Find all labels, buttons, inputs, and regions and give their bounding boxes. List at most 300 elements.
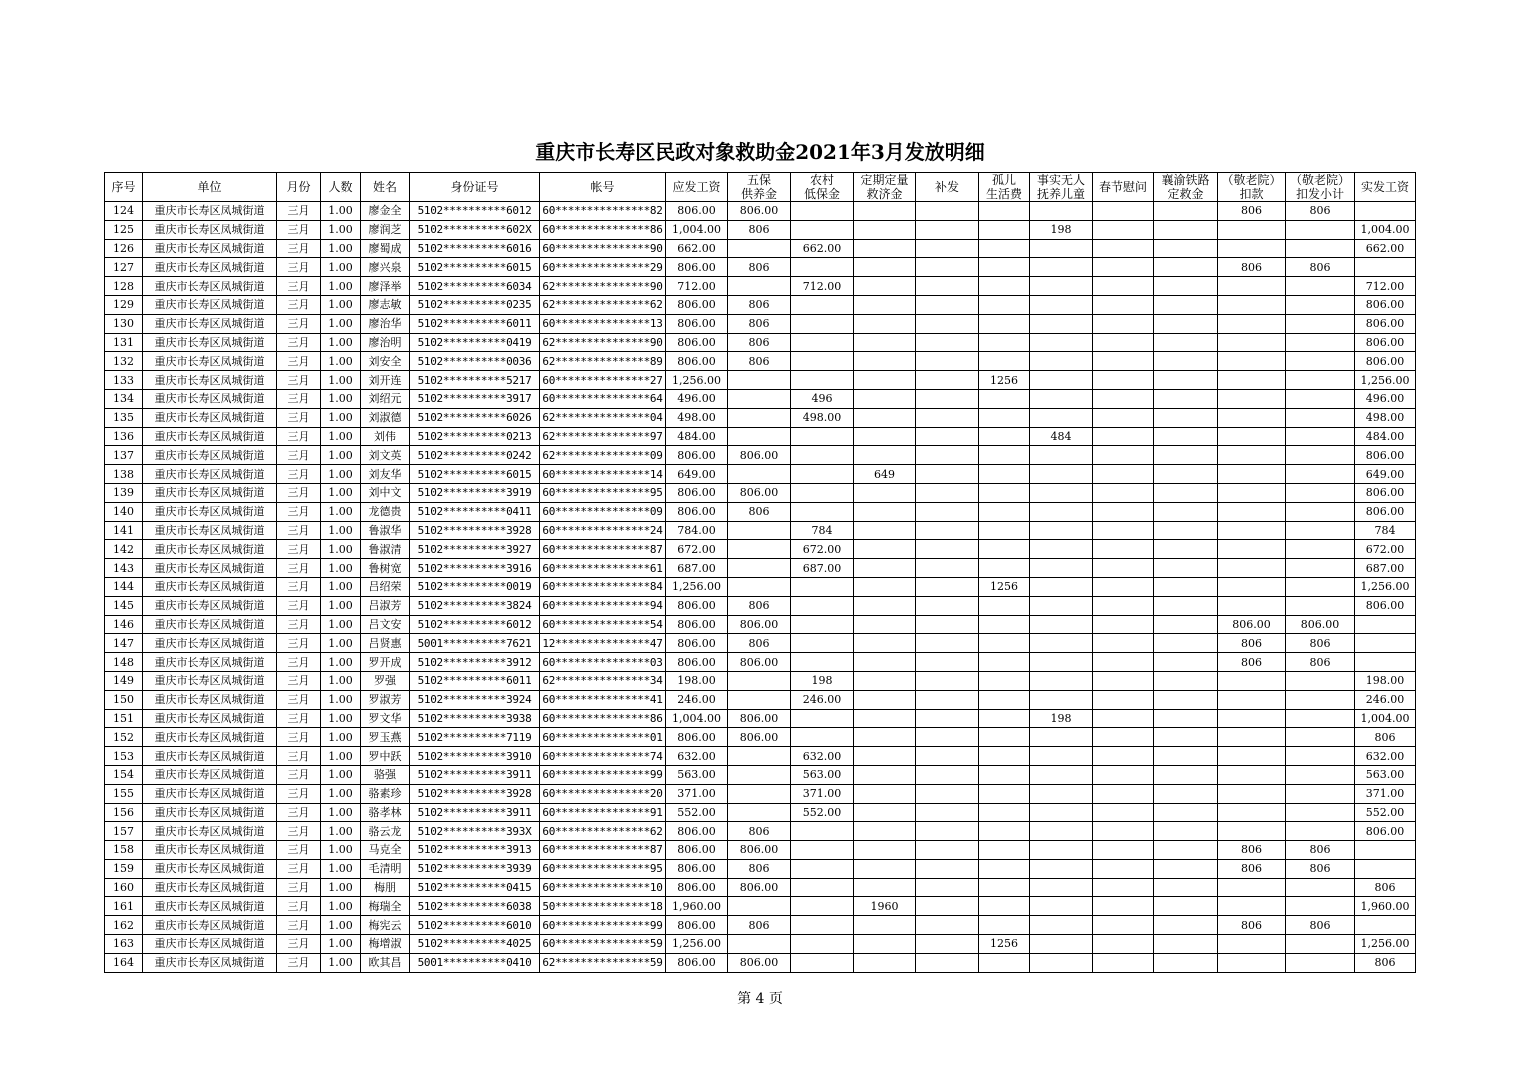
cell-id-number: 5102**********3939 xyxy=(410,859,540,878)
cell-nursing-deduction xyxy=(1218,521,1286,540)
cell-net-pay: 649.00 xyxy=(1355,465,1416,484)
cell-unsupported-children xyxy=(1030,615,1093,634)
cell-back-pay xyxy=(916,408,979,427)
cell-fixed-relief xyxy=(854,953,916,972)
cell-seq: 148 xyxy=(105,653,143,672)
cell-nursing-deduction-subtotal xyxy=(1286,295,1355,314)
cell-fixed-relief xyxy=(854,690,916,709)
cell-back-pay xyxy=(916,465,979,484)
cell-gross-pay: 484.00 xyxy=(666,427,728,446)
cell-back-pay xyxy=(916,747,979,766)
cell-nursing-deduction-subtotal xyxy=(1286,709,1355,728)
cell-count: 1.00 xyxy=(321,709,361,728)
cell-name: 骆孝林 xyxy=(361,803,410,822)
cell-count: 1.00 xyxy=(321,634,361,653)
cell-unit: 重庆市长寿区凤城街道 xyxy=(143,483,277,502)
cell-five-guarantee xyxy=(728,427,791,446)
cell-count: 1.00 xyxy=(321,408,361,427)
cell-account: 60***************87 xyxy=(540,841,666,860)
cell-unit: 重庆市长寿区凤城街道 xyxy=(143,314,277,333)
cell-rural-subsidy: 563.00 xyxy=(791,765,854,784)
cell-gross-pay: 784.00 xyxy=(666,521,728,540)
cell-fixed-relief xyxy=(854,239,916,258)
cell-unsupported-children xyxy=(1030,916,1093,935)
cell-unsupported-children xyxy=(1030,859,1093,878)
cell-count: 1.00 xyxy=(321,559,361,578)
cell-nursing-deduction-subtotal xyxy=(1286,333,1355,352)
cell-nursing-deduction-subtotal: 806 xyxy=(1286,841,1355,860)
cell-count: 1.00 xyxy=(321,465,361,484)
cell-gross-pay: 672.00 xyxy=(666,540,728,559)
cell-account: 60***************59 xyxy=(540,935,666,954)
table-row xyxy=(105,389,1416,408)
cell-id-number: 5102**********3919 xyxy=(410,483,540,502)
cell-id-number: 5102**********6026 xyxy=(410,408,540,427)
cell-name: 骆云龙 xyxy=(361,822,410,841)
cell-orphan-allowance xyxy=(979,239,1030,258)
cell-id-number: 5102**********6010 xyxy=(410,916,540,935)
cell-net-pay: 687.00 xyxy=(1355,559,1416,578)
cell-fixed-relief xyxy=(854,408,916,427)
cell-net-pay: 1,004.00 xyxy=(1355,220,1416,239)
cell-seq: 136 xyxy=(105,427,143,446)
cell-five-guarantee: 806.00 xyxy=(728,202,791,221)
cell-id-number: 5102**********6011 xyxy=(410,314,540,333)
cell-account: 60***************10 xyxy=(540,878,666,897)
cell-unit: 重庆市长寿区凤城街道 xyxy=(143,521,277,540)
cell-name: 罗玉燕 xyxy=(361,728,410,747)
cell-back-pay xyxy=(916,765,979,784)
cell-spring-festival xyxy=(1093,728,1154,747)
cell-gross-pay: 806.00 xyxy=(666,352,728,371)
cell-rural-subsidy xyxy=(791,859,854,878)
cell-month: 三月 xyxy=(277,333,321,352)
cell-account: 60***************87 xyxy=(540,540,666,559)
cell-month: 三月 xyxy=(277,239,321,258)
cell-net-pay: 784 xyxy=(1355,521,1416,540)
cell-seq: 146 xyxy=(105,615,143,634)
header-railway-relief xyxy=(1154,173,1218,202)
header-unsupported-children xyxy=(1030,173,1093,202)
cell-id-number: 5102**********0242 xyxy=(410,446,540,465)
header-railway-relief-line: 襄渝铁路 xyxy=(1161,173,1210,187)
cell-nursing-deduction xyxy=(1218,540,1286,559)
cell-railway-relief xyxy=(1154,841,1218,860)
cell-nursing-deduction xyxy=(1218,220,1286,239)
cell-fixed-relief xyxy=(854,258,916,277)
cell-orphan-allowance xyxy=(979,333,1030,352)
cell-gross-pay: 632.00 xyxy=(666,747,728,766)
cell-gross-pay: 806.00 xyxy=(666,634,728,653)
header-account xyxy=(540,173,666,202)
cell-gross-pay: 806.00 xyxy=(666,202,728,221)
cell-five-guarantee: 806.00 xyxy=(728,878,791,897)
cell-count: 1.00 xyxy=(321,803,361,822)
cell-spring-festival xyxy=(1093,897,1154,916)
cell-railway-relief xyxy=(1154,577,1218,596)
cell-seq: 147 xyxy=(105,634,143,653)
cell-nursing-deduction xyxy=(1218,371,1286,390)
cell-seq: 124 xyxy=(105,202,143,221)
header-count-line: 人数 xyxy=(328,180,353,194)
cell-net-pay: 806.00 xyxy=(1355,314,1416,333)
cell-unsupported-children xyxy=(1030,559,1093,578)
cell-unsupported-children xyxy=(1030,596,1093,615)
cell-spring-festival xyxy=(1093,765,1154,784)
header-spring-festival-line: 春节慰问 xyxy=(1098,180,1147,194)
cell-unsupported-children xyxy=(1030,897,1093,916)
cell-name: 廖兴泉 xyxy=(361,258,410,277)
cell-five-guarantee: 806 xyxy=(728,220,791,239)
cell-nursing-deduction-subtotal xyxy=(1286,446,1355,465)
cell-nursing-deduction xyxy=(1218,577,1286,596)
table-row xyxy=(105,859,1416,878)
cell-fixed-relief xyxy=(854,709,916,728)
cell-account: 62***************09 xyxy=(540,446,666,465)
table-row xyxy=(105,258,1416,277)
cell-seq: 127 xyxy=(105,258,143,277)
cell-nursing-deduction: 806 xyxy=(1218,841,1286,860)
cell-back-pay xyxy=(916,371,979,390)
cell-unit: 重庆市长寿区凤城街道 xyxy=(143,540,277,559)
cell-nursing-deduction-subtotal: 806 xyxy=(1286,258,1355,277)
cell-five-guarantee xyxy=(728,803,791,822)
cell-railway-relief xyxy=(1154,239,1218,258)
cell-gross-pay: 687.00 xyxy=(666,559,728,578)
cell-nursing-deduction-subtotal xyxy=(1286,953,1355,972)
cell-account: 60***************41 xyxy=(540,690,666,709)
cell-account: 62***************04 xyxy=(540,408,666,427)
cell-railway-relief xyxy=(1154,822,1218,841)
cell-nursing-deduction xyxy=(1218,765,1286,784)
cell-nursing-deduction-subtotal: 806 xyxy=(1286,859,1355,878)
cell-rural-subsidy xyxy=(791,634,854,653)
cell-seq: 161 xyxy=(105,897,143,916)
cell-fixed-relief xyxy=(854,389,916,408)
cell-name: 罗开成 xyxy=(361,653,410,672)
cell-count: 1.00 xyxy=(321,935,361,954)
cell-unsupported-children xyxy=(1030,653,1093,672)
cell-net-pay xyxy=(1355,859,1416,878)
cell-unit: 重庆市长寿区凤城街道 xyxy=(143,803,277,822)
cell-five-guarantee: 806 xyxy=(728,502,791,521)
cell-railway-relief xyxy=(1154,878,1218,897)
cell-nursing-deduction xyxy=(1218,502,1286,521)
cell-net-pay: 806.00 xyxy=(1355,483,1416,502)
cell-unit: 重庆市长寿区凤城街道 xyxy=(143,596,277,615)
cell-unit: 重庆市长寿区凤城街道 xyxy=(143,559,277,578)
cell-account: 60***************24 xyxy=(540,521,666,540)
header-unsupported-children-line: 抚养儿童 xyxy=(1036,187,1085,201)
cell-rural-subsidy xyxy=(791,202,854,221)
cell-spring-festival xyxy=(1093,690,1154,709)
cell-account: 60***************01 xyxy=(540,728,666,747)
cell-unsupported-children xyxy=(1030,878,1093,897)
cell-spring-festival xyxy=(1093,408,1154,427)
header-five-guarantee xyxy=(728,173,791,202)
cell-five-guarantee xyxy=(728,540,791,559)
cell-fixed-relief xyxy=(854,352,916,371)
cell-net-pay: 1,960.00 xyxy=(1355,897,1416,916)
cell-name: 吕贤惠 xyxy=(361,634,410,653)
cell-name: 吕淑芳 xyxy=(361,596,410,615)
table-row xyxy=(105,709,1416,728)
cell-unsupported-children xyxy=(1030,803,1093,822)
cell-nursing-deduction-subtotal xyxy=(1286,239,1355,258)
cell-month: 三月 xyxy=(277,803,321,822)
cell-month: 三月 xyxy=(277,559,321,578)
cell-account: 60***************91 xyxy=(540,803,666,822)
cell-unsupported-children xyxy=(1030,502,1093,521)
cell-orphan-allowance xyxy=(979,427,1030,446)
cell-orphan-allowance xyxy=(979,841,1030,860)
cell-nursing-deduction xyxy=(1218,465,1286,484)
cell-month: 三月 xyxy=(277,596,321,615)
cell-seq: 130 xyxy=(105,314,143,333)
cell-count: 1.00 xyxy=(321,521,361,540)
cell-gross-pay: 198.00 xyxy=(666,671,728,690)
cell-name: 刘淑德 xyxy=(361,408,410,427)
cell-fixed-relief xyxy=(854,671,916,690)
cell-orphan-allowance xyxy=(979,728,1030,747)
cell-nursing-deduction-subtotal xyxy=(1286,878,1355,897)
cell-account: 60***************09 xyxy=(540,502,666,521)
cell-fixed-relief xyxy=(854,277,916,296)
cell-railway-relief xyxy=(1154,747,1218,766)
cell-rural-subsidy xyxy=(791,483,854,502)
cell-account: 60***************84 xyxy=(540,577,666,596)
cell-count: 1.00 xyxy=(321,502,361,521)
cell-unit: 重庆市长寿区凤城街道 xyxy=(143,408,277,427)
cell-nursing-deduction-subtotal xyxy=(1286,935,1355,954)
cell-id-number: 5102**********3917 xyxy=(410,389,540,408)
cell-count: 1.00 xyxy=(321,333,361,352)
table-row xyxy=(105,483,1416,502)
cell-orphan-allowance xyxy=(979,408,1030,427)
cell-seq: 142 xyxy=(105,540,143,559)
cell-orphan-allowance xyxy=(979,389,1030,408)
cell-orphan-allowance xyxy=(979,220,1030,239)
cell-spring-festival xyxy=(1093,483,1154,502)
cell-railway-relief xyxy=(1154,671,1218,690)
cell-unit: 重庆市长寿区凤城街道 xyxy=(143,690,277,709)
cell-fixed-relief xyxy=(854,220,916,239)
cell-unsupported-children xyxy=(1030,521,1093,540)
cell-five-guarantee: 806 xyxy=(728,916,791,935)
cell-nursing-deduction-subtotal xyxy=(1286,747,1355,766)
cell-unit: 重庆市长寿区凤城街道 xyxy=(143,841,277,860)
cell-rural-subsidy xyxy=(791,446,854,465)
cell-nursing-deduction-subtotal: 806 xyxy=(1286,202,1355,221)
cell-name: 欧其昌 xyxy=(361,953,410,972)
cell-rural-subsidy: 662.00 xyxy=(791,239,854,258)
cell-nursing-deduction xyxy=(1218,239,1286,258)
cell-orphan-allowance xyxy=(979,747,1030,766)
cell-railway-relief xyxy=(1154,916,1218,935)
cell-fixed-relief xyxy=(854,427,916,446)
cell-id-number: 5102**********6015 xyxy=(410,258,540,277)
cell-count: 1.00 xyxy=(321,427,361,446)
cell-net-pay: 672.00 xyxy=(1355,540,1416,559)
cell-unsupported-children xyxy=(1030,540,1093,559)
cell-nursing-deduction: 806 xyxy=(1218,859,1286,878)
cell-net-pay: 484.00 xyxy=(1355,427,1416,446)
cell-spring-festival xyxy=(1093,671,1154,690)
cell-rural-subsidy xyxy=(791,615,854,634)
cell-gross-pay: 1,256.00 xyxy=(666,371,728,390)
cell-fixed-relief xyxy=(854,596,916,615)
cell-orphan-allowance: 1256 xyxy=(979,577,1030,596)
cell-id-number: 5102**********4025 xyxy=(410,935,540,954)
cell-nursing-deduction xyxy=(1218,295,1286,314)
cell-gross-pay: 246.00 xyxy=(666,690,728,709)
table-row xyxy=(105,314,1416,333)
cell-count: 1.00 xyxy=(321,596,361,615)
cell-unsupported-children xyxy=(1030,389,1093,408)
cell-nursing-deduction xyxy=(1218,953,1286,972)
cell-rural-subsidy xyxy=(791,465,854,484)
header-rural-subsidy-line: 农村 xyxy=(809,173,834,187)
header-seq xyxy=(105,173,143,202)
cell-orphan-allowance xyxy=(979,765,1030,784)
cell-nursing-deduction xyxy=(1218,690,1286,709)
cell-net-pay: 1,256.00 xyxy=(1355,371,1416,390)
cell-orphan-allowance xyxy=(979,277,1030,296)
cell-fixed-relief xyxy=(854,803,916,822)
cell-nursing-deduction-subtotal: 806.00 xyxy=(1286,615,1355,634)
cell-spring-festival xyxy=(1093,502,1154,521)
cell-orphan-allowance xyxy=(979,897,1030,916)
cell-five-guarantee xyxy=(728,371,791,390)
cell-id-number: 5102**********3913 xyxy=(410,841,540,860)
cell-orphan-allowance xyxy=(979,671,1030,690)
cell-nursing-deduction-subtotal: 806 xyxy=(1286,916,1355,935)
cell-railway-relief xyxy=(1154,446,1218,465)
cell-nursing-deduction-subtotal xyxy=(1286,277,1355,296)
cell-month: 三月 xyxy=(277,634,321,653)
cell-unsupported-children xyxy=(1030,408,1093,427)
cell-id-number: 5102**********6012 xyxy=(410,202,540,221)
cell-nursing-deduction xyxy=(1218,935,1286,954)
cell-id-number: 5102**********393X xyxy=(410,822,540,841)
cell-account: 60***************82 xyxy=(540,202,666,221)
cell-spring-festival xyxy=(1093,202,1154,221)
cell-net-pay xyxy=(1355,258,1416,277)
cell-gross-pay: 806.00 xyxy=(666,596,728,615)
cell-rural-subsidy xyxy=(791,258,854,277)
cell-fixed-relief xyxy=(854,747,916,766)
table-body xyxy=(105,202,1416,973)
cell-seq: 151 xyxy=(105,709,143,728)
cell-gross-pay: 1,256.00 xyxy=(666,577,728,596)
cell-unsupported-children xyxy=(1030,690,1093,709)
cell-seq: 141 xyxy=(105,521,143,540)
cell-name: 骆强 xyxy=(361,765,410,784)
cell-nursing-deduction xyxy=(1218,747,1286,766)
cell-fixed-relief xyxy=(854,859,916,878)
cell-id-number: 5102**********5217 xyxy=(410,371,540,390)
cell-gross-pay: 806.00 xyxy=(666,859,728,878)
cell-orphan-allowance: 1256 xyxy=(979,935,1030,954)
cell-nursing-deduction xyxy=(1218,897,1286,916)
cell-spring-festival xyxy=(1093,841,1154,860)
cell-spring-festival xyxy=(1093,859,1154,878)
cell-name: 廖志敏 xyxy=(361,295,410,314)
cell-orphan-allowance xyxy=(979,615,1030,634)
header-net-pay xyxy=(1355,173,1416,202)
cell-fixed-relief xyxy=(854,295,916,314)
cell-gross-pay: 1,960.00 xyxy=(666,897,728,916)
table-row xyxy=(105,953,1416,972)
cell-count: 1.00 xyxy=(321,859,361,878)
cell-fixed-relief xyxy=(854,540,916,559)
cell-railway-relief xyxy=(1154,540,1218,559)
cell-rural-subsidy xyxy=(791,502,854,521)
header-railway-relief-line: 定救金 xyxy=(1167,187,1204,201)
cell-five-guarantee xyxy=(728,277,791,296)
cell-account: 60***************64 xyxy=(540,389,666,408)
cell-nursing-deduction-subtotal xyxy=(1286,540,1355,559)
cell-name: 刘开连 xyxy=(361,371,410,390)
header-nursing-deduction xyxy=(1218,173,1286,202)
cell-railway-relief xyxy=(1154,408,1218,427)
cell-railway-relief xyxy=(1154,596,1218,615)
header-month-line: 月份 xyxy=(286,180,311,194)
cell-name: 刘中文 xyxy=(361,483,410,502)
cell-nursing-deduction xyxy=(1218,822,1286,841)
cell-count: 1.00 xyxy=(321,897,361,916)
cell-fixed-relief xyxy=(854,502,916,521)
cell-railway-relief xyxy=(1154,935,1218,954)
cell-five-guarantee: 806 xyxy=(728,258,791,277)
cell-unit: 重庆市长寿区凤城街道 xyxy=(143,953,277,972)
cell-seq: 134 xyxy=(105,389,143,408)
cell-orphan-allowance xyxy=(979,502,1030,521)
table-row xyxy=(105,747,1416,766)
cell-unsupported-children xyxy=(1030,483,1093,502)
cell-nursing-deduction-subtotal xyxy=(1286,671,1355,690)
cell-gross-pay: 498.00 xyxy=(666,408,728,427)
cell-account: 60***************27 xyxy=(540,371,666,390)
cell-name: 廖治华 xyxy=(361,314,410,333)
cell-nursing-deduction xyxy=(1218,784,1286,803)
cell-unsupported-children xyxy=(1030,935,1093,954)
cell-unsupported-children xyxy=(1030,728,1093,747)
cell-name: 廖润芝 xyxy=(361,220,410,239)
cell-name: 梅增淑 xyxy=(361,935,410,954)
cell-nursing-deduction-subtotal xyxy=(1286,483,1355,502)
cell-month: 三月 xyxy=(277,916,321,935)
cell-count: 1.00 xyxy=(321,822,361,841)
cell-nursing-deduction-subtotal xyxy=(1286,352,1355,371)
cell-seq: 152 xyxy=(105,728,143,747)
cell-account: 60***************99 xyxy=(540,916,666,935)
cell-month: 三月 xyxy=(277,897,321,916)
cell-net-pay: 806.00 xyxy=(1355,822,1416,841)
cell-month: 三月 xyxy=(277,841,321,860)
cell-fixed-relief xyxy=(854,333,916,352)
cell-seq: 140 xyxy=(105,502,143,521)
header-unit xyxy=(143,173,277,202)
cell-railway-relief xyxy=(1154,277,1218,296)
cell-rural-subsidy: 496 xyxy=(791,389,854,408)
cell-nursing-deduction-subtotal xyxy=(1286,765,1355,784)
cell-month: 三月 xyxy=(277,314,321,333)
cell-back-pay xyxy=(916,784,979,803)
cell-seq: 149 xyxy=(105,671,143,690)
cell-fixed-relief xyxy=(854,202,916,221)
header-five-guarantee-line: 供养金 xyxy=(740,187,777,201)
